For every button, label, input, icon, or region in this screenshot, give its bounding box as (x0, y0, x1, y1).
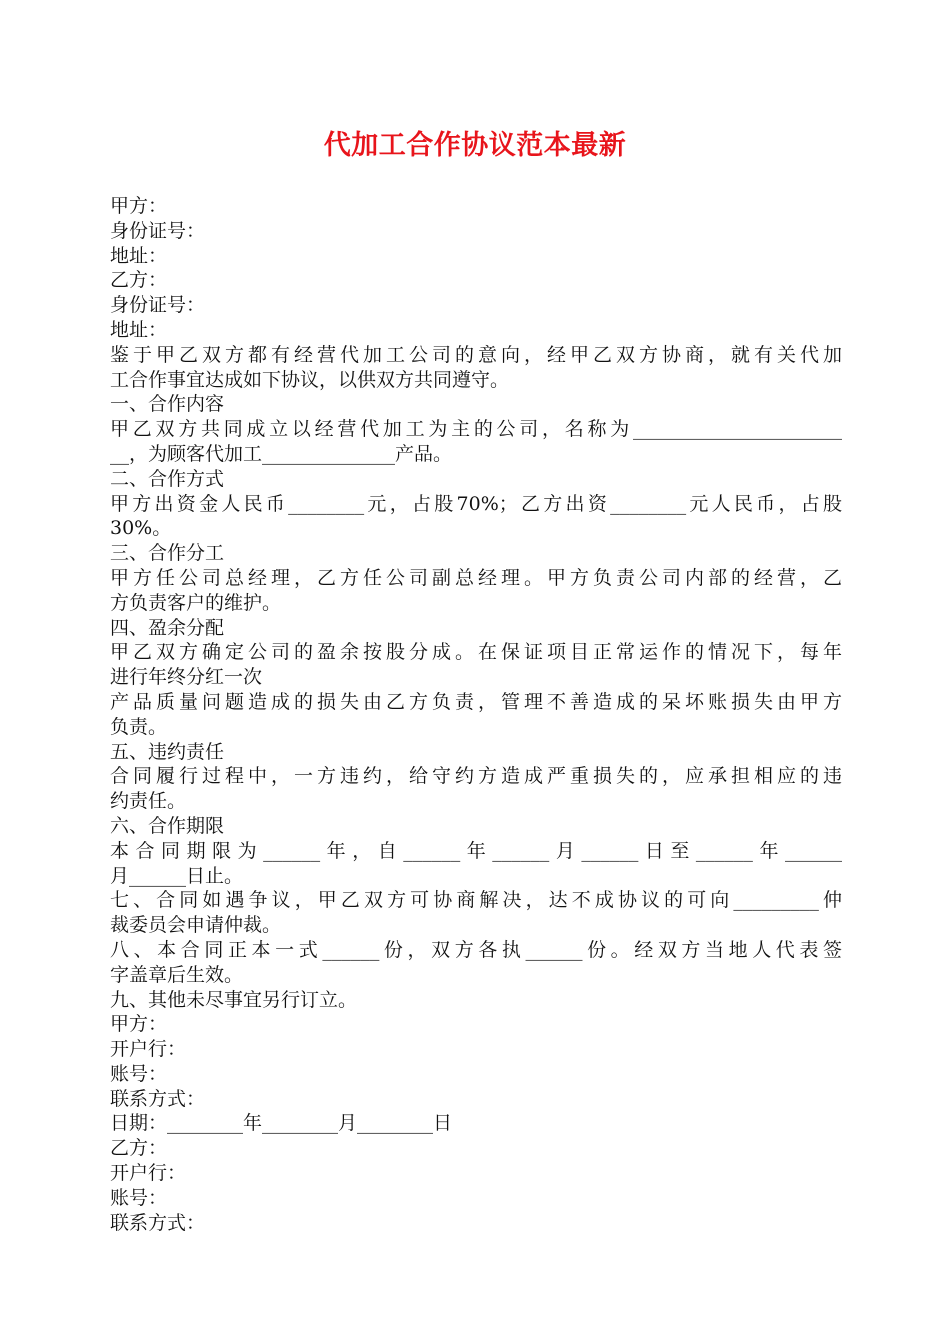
document-line: 日期：________年________月________日 (110, 1112, 453, 1135)
document-line: 字盖章后生效。 (110, 963, 244, 986)
document-line: 负责。 (110, 715, 168, 738)
document-line: __，为顾客代加工______________产品。 (110, 442, 453, 465)
document-line: 联系方式： (110, 1211, 206, 1234)
document-line: 甲方任公司总经理，乙方任公司副总经理。甲方负责公司内部的经营，乙 (110, 566, 842, 589)
document-line: 本合同期限为______年，自______年______月______日至______年______ (110, 839, 842, 862)
document-line: 甲方： (110, 1013, 168, 1036)
document-line: 开户行： (110, 1038, 187, 1061)
document-line: 月______日止。 (110, 864, 244, 887)
document-line: 工合作事宜达成如下协议，以供双方共同遵守。 (110, 368, 510, 391)
document-line: 七、合同如遇争议，甲乙双方可协商解决，达不成协议的可向_________仲 (110, 889, 842, 912)
document-line: 乙方： (110, 1137, 168, 1160)
document-line: 身份证号： (110, 219, 206, 242)
document-line: 合同履行过程中，一方违约，给守约方造成严重损失的，应承担相应的违 (110, 765, 842, 788)
document-line: 甲乙双方确定公司的盈余按股分成。在保证项目正常运作的情况下，每年 (110, 641, 842, 664)
document-line: 裁委员会申请仲裁。 (110, 914, 282, 937)
document-body (110, 194, 842, 1235)
document-title: 代加工合作协议范本最新 (323, 130, 627, 161)
document-line: 二、合作方式 (110, 467, 225, 490)
document-line: 四、盈余分配 (110, 616, 225, 639)
document-line: 地址： (110, 244, 168, 267)
document-line: 甲方： (110, 195, 168, 217)
document-line: 六、合作期限 (110, 814, 225, 837)
document-line: 鉴于甲乙双方都有经营代加工公司的意向，经甲乙双方协商，就有关代加 (110, 343, 842, 366)
document-line: 地址： (110, 318, 168, 341)
document-line: 一、合作内容 (110, 393, 225, 416)
document-line: 联系方式： (110, 1087, 206, 1110)
document-line: 甲方出资金人民币________元，占股70%；乙方出资________元人民币，占股 (110, 492, 842, 515)
document-line: 进行年终分红一次 (110, 666, 263, 689)
document-line: 九、其他未尽事宜另行订立。 (110, 988, 358, 1011)
document-line: 身份证号： (110, 294, 206, 317)
document-line: 乙方： (110, 269, 168, 292)
document-line: 甲乙双方共同成立以经营代加工为主的公司，名称为______________________ (110, 418, 842, 441)
document-line: 账号： (110, 1062, 168, 1085)
document-line: 开户行： (110, 1162, 187, 1185)
document-line: 账号： (110, 1186, 168, 1209)
document-line: 三、合作分工 (110, 542, 225, 565)
document-line: 30%。 (110, 517, 172, 540)
document-line: 产品质量问题造成的损失由乙方负责，管理不善造成的呆坏账损失由甲方 (110, 690, 842, 713)
document-line: 约责任。 (110, 790, 187, 813)
document-line: 方负责客户的维护。 (110, 591, 282, 614)
document-line: 八、本合同正本一式______份，双方各执______份。经双方当地人代表签 (110, 938, 842, 961)
document-line: 五、违约责任 (110, 740, 225, 763)
